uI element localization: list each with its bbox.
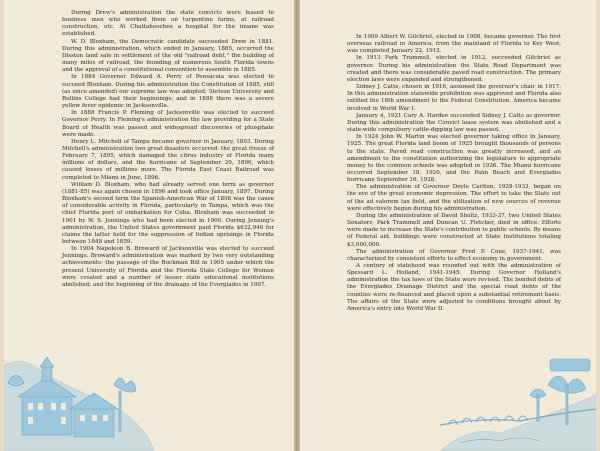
paragraph: In 1909 Albert W. Gilchrist, elected in 1908, became governor. The first overseas railroad in America, from the mainland of Florida to Key West, was completed January 22, 1912. [347,34,561,55]
paragraph: During the administration of David Sholtz, 1933-37, two United States Senators, Park Trammell and Duncan U. Fletcher, died in office. Efforts were made to increase the State's contribution to public schools. By means of Federal aid, buildings were constructed at State Institutions totaling $3,000,000. [347,212,561,248]
paragraph: The administration of Governor Doyle Carlton, 1929-1933, began on the eve of the great economic depression. The effort to take the State out of the ad valorem tax field, and the utilization of new sources of revenue were effectively begun during his administration. [347,184,561,212]
paragraph: Sidney J. Catts, chosen in 1916, assumed the governor's chair in 1917. In this administration statewide prohibition was approved and Florida also ratified the 18th amendment to the Federal Constitution. America became involved in World War I. [347,84,561,112]
paragraph: January 4, 1921 Cary A. Hardee succeeded Sidney J. Catts as governor. During this administration the Convict lease system was abolished and a state-wide compulsory cattle-dipping law was passed. [347,112,561,134]
paragraph: In 1888 Francis P. Fleming of Jacksonville was elected to succeed Governor Perry. In Fleming's administration the law providing for a State Board of Health was passed and widespread discoveries of phosphate were made. [62,110,274,138]
paragraph: In 1924 John W. Martin was elected governor taking office in January, 1925. The great Florida land boom of 1925 brought thousands of persons to the state. Paved road construction was greatly increased, and an amendment to the constitution authorizing the legislature to appropriate money to the common schools was adopted in 1926. The Miami hurricane occurred September 18, 1926, and the Palm Beach and Everglades hurricane September 16, 1928. [347,134,561,184]
paragraph: W. D. Bloxham, the Democratic candidate succeeded Drew in 1881. During this administration, which ended in January, 1885, occurred the Disston land sale in settlement of the old "railroad debt," the building of many miles of railroad, the founding of numerous South Florida towns and the approval of a constitutional convention to assemble in 1885. [62,38,274,74]
right-page-text [347,34,561,313]
paragraph: Henry L. Mitchell of Tampa became governor in January, 1893. During Mitchell's administration two great disasters occurred: the great freeze of February 7, 1895, which damaged the citrus industry of Florida many millions of dollars, and the hurricane of September 29, 1896, which caused losses of millions more. The Florida East Coast Railroad was completed to Miami in June, 1896. [62,138,274,181]
paragraph: In 1884 Governor Edward A. Perry of Pensacola was elected to succeed Bloxham. During his administration the Constitution of 1885, still (as since amended) our supreme law was adopted; Stetson University and Rollins College had their beginnings; and in 1888 there was a severe yellow fever epidemic in Jacksonville. [62,74,274,110]
left-page-text [62,10,274,289]
paragraph: In 1913 Park Trammell, elected in 1912, succeeded Gilchrist as governor. During his administration the State Road Department was created and there was considerable paved road construction. The primary election laws were expanded and strengthened. [347,55,561,83]
paragraph: A century of statehood was rounded out with the administration of Spessard L. Holland, 1941-1945. During Governor Holland's administration the tax laws of the State were revised. The bonded debts of the Everglades Drainage District and the special road debts of the counties were re-financed and placed upon a substantial retirement basis. The affairs of the State were adjusted to conditions brought about by America's entry into World War II. [347,263,561,312]
university-campus-illustration [4,325,154,451]
paragraph: During Drew's administration the state convicts were leased to business men who worked them on turpentine farms, at railroad construction, etc. At Chattahoochee a hospital for the insane was established. [62,10,274,38]
left-page [4,0,294,451]
overseas-railroad-illustration [440,355,596,451]
paragraph: William D. Bloxham, who had already served one term as governor (1881-85) was again chosen in 1896 and took office January, 1897. During Bloxham's second term the Spanish-American War of 1898 was the cause of considerable activity in Florida, particularly in Tampa, which was the chief Florida port of embarkation for Cuba. Bloxham was succeeded in 1901 by W. S. Jennings who had been elected in 1900. During Jenning's administration, the United States government paid Florida $632,946 for claims the latter held for the suppression of Indian uprisings in Florida between 1848 and 1859. [62,181,274,245]
paragraph: The administration of Governor Fred P. Cone, 1937-1941, was characterized by consistent efforts to effect economy in government. [347,248,561,262]
right-page [300,0,596,451]
paragraph: In 1904 Napoleon B. Broward of Jacksonville was elected to succeed Jennings. Broward's administration was marked by two very outstanding achievements: the passage of the Buckman Bill in 1905 under which the present University of Florida and the Florida State College for Women were created and a number of lesser state educational institutions abolished; and the beginning of the drainage of the Everglades in 1907. [62,246,274,288]
